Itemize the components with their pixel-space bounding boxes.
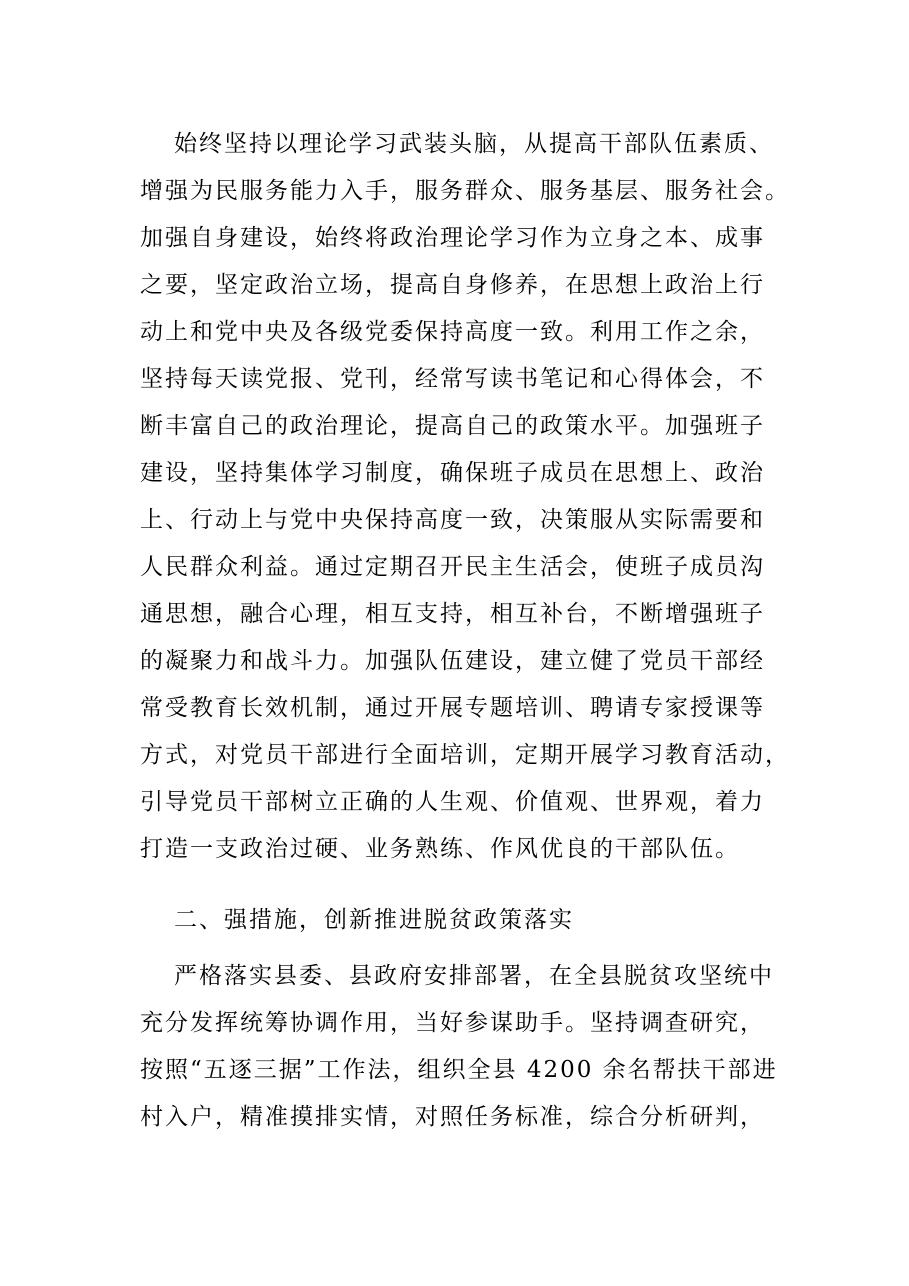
paragraph-line: 坚持每天读党报、党刊，经常写读书笔记和心得体会，不 — [140, 366, 765, 392]
section-heading — [140, 897, 780, 944]
paragraph-line: 人民群众利益。通过定期召开民主生活会，使班子成员沟 — [140, 554, 765, 580]
paragraph-line: 始终坚持以理论学习武装头脑，从提高干部队伍素质、 — [174, 131, 774, 157]
paragraph-line: 动上和党中央及各级党委保持高度一致。利用工作之余， — [140, 319, 765, 345]
paragraph-line: 之要，坚定政治立场，提高自身修养，在思想上政治上行 — [140, 272, 765, 298]
paragraph-line: 的凝聚力和战斗力。加强队伍建设，建立健了党员干部经 — [140, 648, 765, 674]
paragraph-line: 上、行动上与党中央保持高度一致，决策服从实际需要和 — [140, 507, 765, 533]
paragraph-line: 增强为民服务能力入手，服务群众、服务基层、服务社会。 — [140, 178, 790, 204]
paragraph-line: 引导党员干部树立正确的人生观、价值观、世界观，着力 — [140, 789, 765, 815]
paragraph-line: 村入户，精准摸排实情，对照任务标准，综合分析研判， — [140, 1104, 765, 1130]
paragraph-line: 建设，坚持集体学习制度，确保班子成员在思想上、政治 — [140, 460, 765, 486]
paragraph-line: 常受教育长效机制，通过开展专题培训、聘请专家授课等 — [140, 695, 765, 721]
paragraph-line: 方式，对党员干部进行全面培训，定期开展学习教育活动， — [140, 742, 790, 768]
paragraph-line: 断丰富自己的政治理论，提高自己的政策水平。加强班子 — [140, 413, 765, 439]
paragraph-line: 按照“五逐三据”工作法，组织全县 4200 余名帮扶干部进 — [140, 1057, 778, 1083]
paragraph-line: 打造一支政治过硬、业务熟练、作风优良的干部队伍。 — [140, 836, 740, 862]
heading-text: 二、强措施，创新推进脱贫政策落实 — [174, 907, 574, 933]
paragraph-line: 严格落实县委、县政府安排部署，在全县脱贫攻坚统中 — [174, 963, 774, 989]
paragraph-2 — [140, 953, 780, 1141]
paragraph-line: 通思想，融合心理，相互支持，相互补台，不断增强班子 — [140, 601, 765, 627]
paragraph-1 — [140, 121, 790, 873]
paragraph-line: 加强自身建设，始终将政治理论学习作为立身之本、成事 — [140, 225, 765, 251]
paragraph-line: 充分发挥统筹协调作用，当好参谋助手。坚持调查研究， — [140, 1010, 765, 1036]
